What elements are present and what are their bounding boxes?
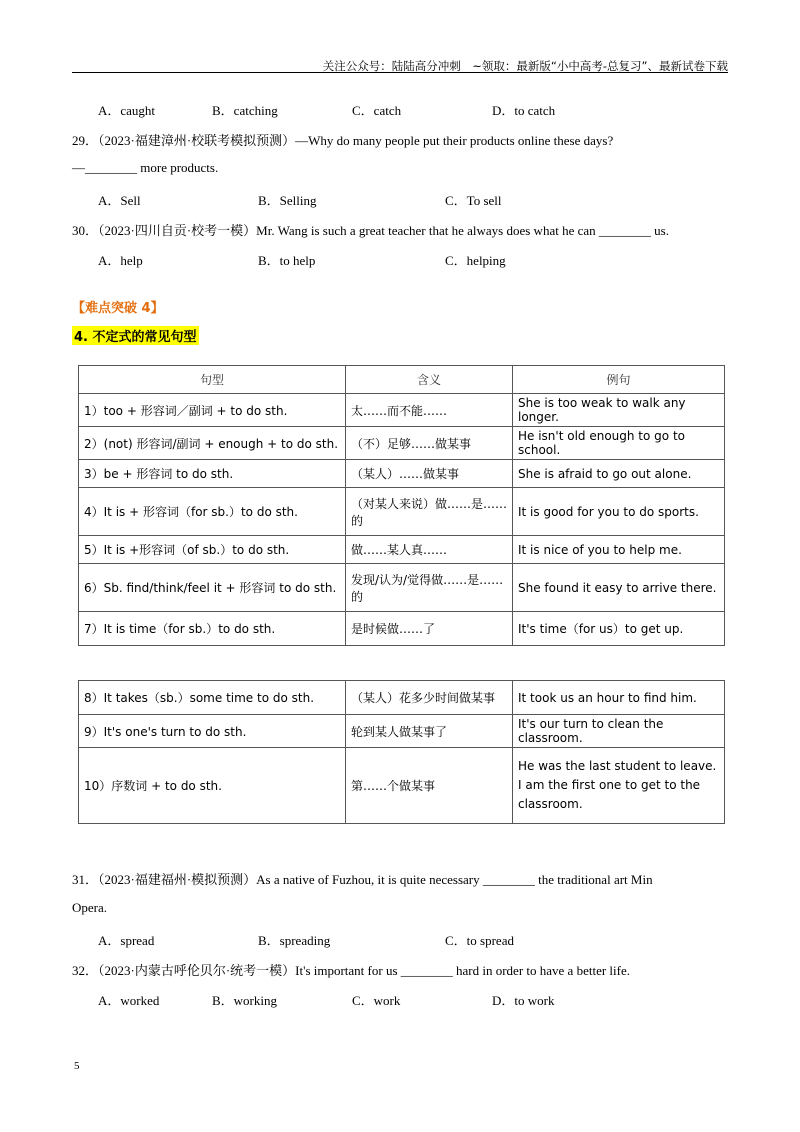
table-row [79, 427, 725, 460]
table-header-row [79, 366, 725, 394]
q28-option-c: C．catch [352, 103, 402, 118]
pattern-cell: 3）be + 形容词 to do sth. [79, 460, 346, 488]
pattern-cell: 4）It is + 形容词（for sb.）to do sth. [79, 488, 346, 536]
header-example: 例句 [513, 366, 725, 394]
pattern-cell: 8）It takes（sb.）some time to do sth. [79, 681, 346, 715]
sentence-pattern-table-1 [78, 365, 725, 646]
q32-stem: 32．（2023·内蒙古呼伦贝尔·统考一模）It's important for us ________ hard in order to have a better life. [72, 963, 630, 978]
q32-option-a: A．worked [98, 993, 160, 1008]
q31-option-a: A．spread [98, 933, 155, 948]
q32-option-c: C．work [352, 993, 401, 1008]
example-cell: She is afraid to go out alone. [513, 460, 725, 488]
q32-option-b: B．working [212, 993, 278, 1008]
example-cell: It took us an hour to find him. [513, 681, 725, 715]
pattern-cell: 5）It is +形容词（of sb.）to do sth. [79, 536, 346, 564]
q28-option-a: A．caught [98, 103, 156, 118]
table-row [79, 488, 725, 536]
example-cell: He isn't old enough to go to school. [513, 427, 725, 460]
q30-option-c: C．helping [445, 253, 506, 268]
q32-option-d: D．to work [492, 993, 555, 1008]
sentence-pattern-table-2 [78, 680, 725, 824]
pattern-cell: 10）序数词 + to do sth. [79, 748, 346, 824]
table-row [79, 612, 725, 646]
q30-option-b: B．to help [258, 253, 316, 268]
header-pattern: 句型 [79, 366, 346, 394]
section-title: 4. 不定式的常见句型 [72, 326, 199, 345]
header-divider [72, 72, 728, 73]
pattern-cell: 9）It's one's turn to do sth. [79, 715, 346, 748]
q29-option-a: A．Sell [98, 193, 141, 208]
example-cell: It's time（for us）to get up. [513, 612, 725, 646]
meaning-cell: 发现/认为/觉得做……是……的 [346, 564, 513, 612]
meaning-cell: 轮到某人做某事了 [346, 715, 513, 748]
meaning-cell: 第……个做某事 [346, 748, 513, 824]
table-row [79, 394, 725, 427]
table-row [79, 564, 725, 612]
meaning-cell: 太……而不能…… [346, 394, 513, 427]
pattern-cell: 2）(not) 形容词/副词 + enough + to do sth. [79, 427, 346, 460]
section-tag: 【难点突破 4】 [72, 301, 164, 316]
table-row [79, 536, 725, 564]
page-number: 5 [74, 1060, 80, 1072]
meaning-cell: （对某人来说）做……是……的 [346, 488, 513, 536]
q30-stem: 30．（2023·四川自贡·校考一模）Mr. Wang is such a great teacher that he always does what he can ________ us. [72, 223, 669, 238]
meaning-cell: 是时候做……了 [346, 612, 513, 646]
q31-option-c: C．to spread [445, 933, 514, 948]
meaning-cell: 做……某人真…… [346, 536, 513, 564]
q29-option-b: B．Selling [258, 193, 317, 208]
example-cell: She is too weak to walk any longer. [513, 394, 725, 427]
table-row [79, 681, 725, 715]
page-header: 关注公众号：陆陆高分冲刺 ~领取：最新版“小中高考-总复习”、最新试卷下载 [322, 59, 728, 73]
table-row [79, 460, 725, 488]
pattern-cell: 6）Sb. find/think/feel it + 形容词 to do sth. [79, 564, 346, 612]
q28-option-b: B．catching [212, 103, 278, 118]
q31-option-b: B．spreading [258, 933, 331, 948]
table-row [79, 715, 725, 748]
q28-option-d: D．to catch [492, 103, 556, 118]
q29-stem: 29．（2023·福建漳州·校联考模拟预测）—Why do many people put their products online these days? [72, 133, 614, 148]
q31-stem-continued: Opera. [72, 900, 108, 915]
example-cell: It's our turn to clean the classroom. [513, 715, 725, 748]
example-cell: She found it easy to arrive there. [513, 564, 725, 612]
pattern-cell: 7）It is time（for sb.）to do sth. [79, 612, 346, 646]
q30-option-a: A．help [98, 253, 143, 268]
q29-option-c: C．To sell [445, 193, 502, 208]
meaning-cell: （不）足够……做某事 [346, 427, 513, 460]
example-cell: He was the last student to leave. I am the first one to get to the classroom. [513, 748, 725, 824]
example-cell: It is good for you to do sports. [513, 488, 725, 536]
meaning-cell: （某人）……做某事 [346, 460, 513, 488]
q29-answer-line: —________ more products. [72, 160, 219, 175]
pattern-cell: 1）too + 形容词／副词 + to do sth. [79, 394, 346, 427]
header-meaning: 含义 [346, 366, 513, 394]
meaning-cell: （某人）花多少时间做某事 [346, 681, 513, 715]
example-cell: It is nice of you to help me. [513, 536, 725, 564]
table-row [79, 748, 725, 824]
q31-stem: 31．（2023·福建福州·模拟预测）As a native of Fuzhou, it is quite necessary ________ the traditional art Min [72, 872, 653, 887]
